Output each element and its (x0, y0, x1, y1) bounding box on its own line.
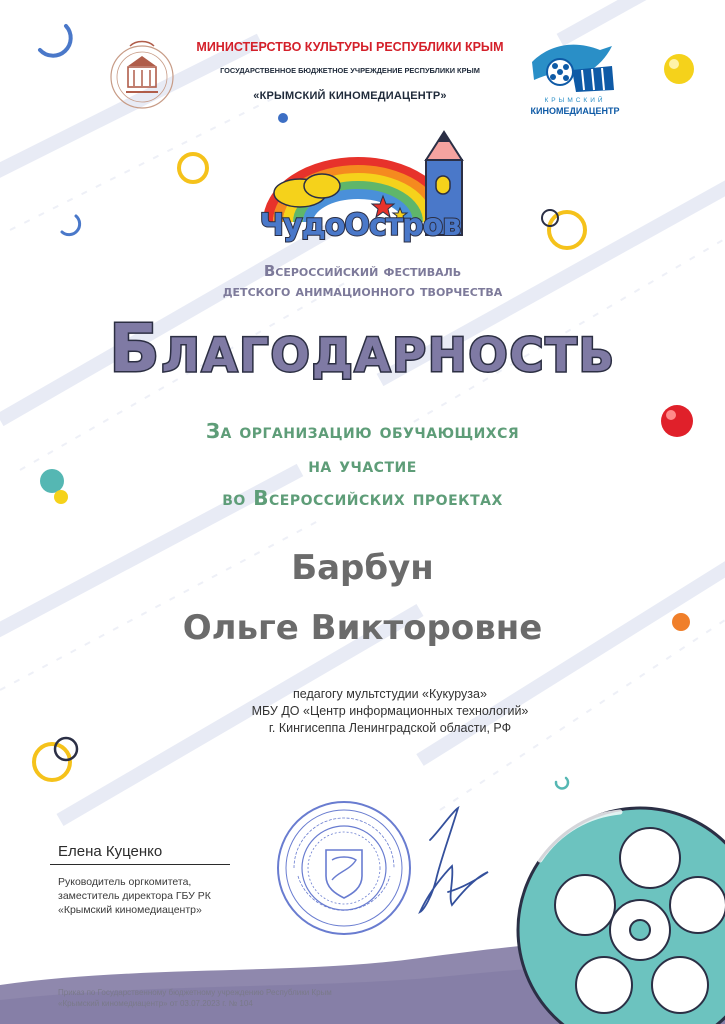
red-ball-decoration (661, 405, 693, 437)
ministry-title: МИНИСТЕРСТВО КУЛЬТУРЫ РЕСПУБЛИКИ КРЫМ (196, 40, 504, 54)
signature-line (50, 864, 230, 865)
institution-title: ГОСУДАРСТВЕННОЕ БЮДЖЕТНОЕ УЧРЕЖДЕНИЕ РЕСПУБЛИКИ КРЫМ (220, 66, 480, 75)
official-stamp-icon (278, 802, 410, 934)
order-line2: «Крымский киномедиацентр» от 03.07.2023 г. № 104 (58, 999, 253, 1008)
signer-role-line3: «Крымский киномедиацентр» (58, 904, 202, 916)
recipient-surname: Барбун (291, 548, 434, 588)
teal-arc-decoration (556, 778, 568, 788)
signer-name: Елена Куценко (58, 843, 163, 860)
recipient-name: Ольге Викторовне (182, 608, 543, 648)
yellow-small-ball-decoration (54, 490, 68, 504)
reason-line1: За организацию обучающихся (205, 419, 520, 443)
logo-caption-line1: КРЫМСКИЙ (544, 97, 606, 104)
handwritten-signature (420, 808, 488, 912)
signer-role-line1: Руководитель оргкомитета, (58, 876, 192, 888)
festival-logo-word: ЧудоОстров (259, 208, 461, 243)
logo-caption-line2: КИНОМЕДИАЦЕНТР (530, 106, 620, 116)
festival-line2: детского анимационного творчества (222, 282, 503, 300)
festival-line1: Всероссийский фестиваль (263, 262, 462, 280)
yellow-ball-decoration (664, 54, 694, 84)
film-reel-icon (518, 808, 725, 1024)
recipient-location: г. Кингисеппа Ленинградской области, РФ (268, 721, 512, 735)
blue-arc-decoration (40, 26, 71, 56)
red-ball-highlight (666, 410, 676, 420)
center-name: «КРЫМСКИЙ КИНОМЕДИАЦЕНТР» (253, 90, 447, 102)
reason-line2: на участие (308, 453, 417, 477)
order-line1: Приказ по Государственному бюджетному учреждению Республики Крым (58, 988, 332, 997)
recipient-position: педагогу мультстудии «Кукуруза» (293, 687, 487, 701)
recipient-organization: МБУ ДО «Центр информационных технологий» (251, 704, 529, 718)
reason-line3: во Всероссийских проектах (222, 486, 503, 510)
teal-ball-decoration (40, 469, 64, 493)
signer-role-line2: заместитель директора ГБУ РК (58, 890, 211, 902)
orange-ball-decoration (672, 613, 690, 631)
yellow-ball-highlight (669, 59, 679, 69)
blue-arc-decoration-small (62, 216, 80, 235)
yellow-ring-left-decoration (34, 744, 70, 780)
blue-dot-decoration (278, 113, 288, 123)
yellow-ring-right-decoration (549, 212, 585, 248)
certificate-title: Благодарность (109, 310, 616, 387)
yellow-ring-decoration (179, 154, 207, 182)
